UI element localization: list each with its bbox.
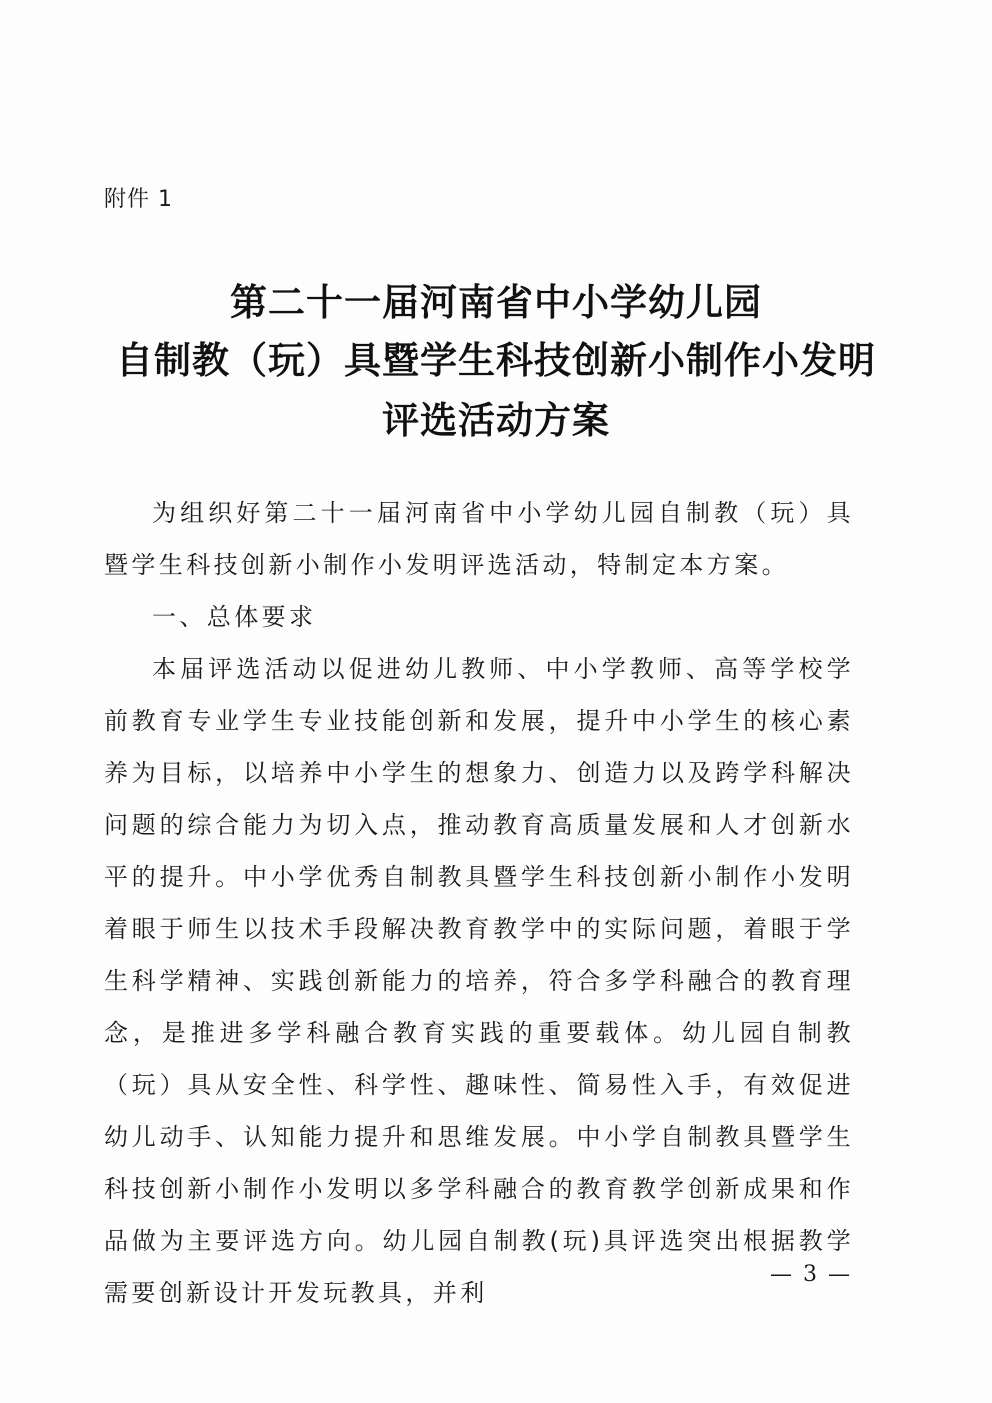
document-body	[104, 487, 854, 1319]
section-heading: 一、总体要求	[152, 603, 317, 631]
document-title-line-2: 自制教（玩）具暨学生科技创新小制作小发明	[116, 338, 876, 382]
document-title-line-1: 第二十一届河南省中小学幼儿园	[230, 280, 762, 324]
page-number: — 3 —	[770, 1262, 852, 1287]
document-title-line-3: 评选活动方案	[382, 398, 610, 442]
attachment-label: 附件 1	[104, 187, 173, 212]
section-paragraph: 本届评选活动以促进幼儿教师、中小学教师、高等学校学前教育专业学生专业技能创新和发展，提升中小学生的核心素养为目标，以培养中小学生的想象力、创造力以及跨学科解决问题的综合能力为切入点，推动教育高质量发展和人才创新水平的提升。中小学优秀自制教具暨学生科技创新小制作小发明着眼于师生以技术手段解决教育教学中的实际问题，着眼于学生科学精神、实践创新能力的培养，符合多学科融合的教育理念，是推进多学科融合教育实践的重要载体。幼儿园自制教（玩）具从安全性、科学性、趣味性、简易性入手，有效促进幼儿动手、认知能力提升和思维发展。中小学自制教具暨学生科技创新小制作小发明以多学科融合的教育教学创新成果和作品做为主要评选方向。幼儿园自制教(玩)具评选突出根据教学需要创新设计开发玩教具，并利	[104, 655, 854, 1307]
intro-paragraph: 为组织好第二十一届河南省中小学幼儿园自制教（玩）具暨学生科技创新小制作小发明评选活动，特制定本方案。	[104, 499, 854, 579]
